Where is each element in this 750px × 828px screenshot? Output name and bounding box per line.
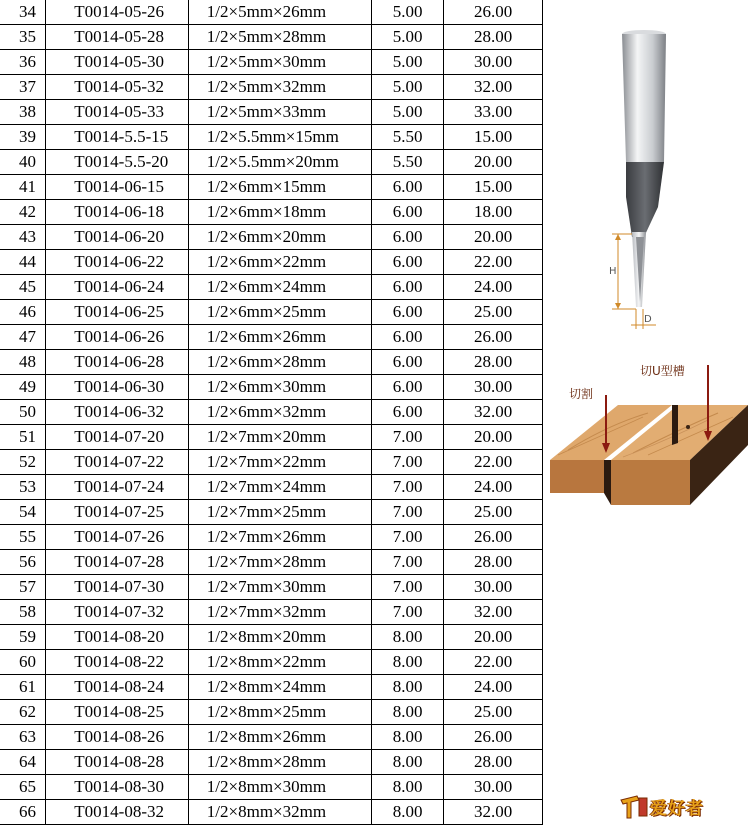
size-spec: 1/2×7mm×28mm: [188, 550, 371, 575]
size-spec: 1/2×7mm×32mm: [188, 600, 371, 625]
table-row: [0, 775, 543, 800]
diameter-value: 6.00: [371, 350, 443, 375]
diameter-value: 8.00: [371, 625, 443, 650]
product-code: T0014-05-33: [46, 100, 188, 125]
diameter-value: 7.00: [371, 450, 443, 475]
height-value: 30.00: [444, 50, 543, 75]
table-row: [0, 350, 543, 375]
product-code: T0014-08-24: [46, 675, 188, 700]
hammer-icon: [621, 796, 639, 818]
row-number: 48: [0, 350, 46, 375]
table-row: [0, 525, 543, 550]
table-row: [0, 500, 543, 525]
product-code: T0014-05-28: [46, 25, 188, 50]
diameter-value: 7.00: [371, 575, 443, 600]
table-row: [0, 725, 543, 750]
height-value: 20.00: [444, 425, 543, 450]
product-code: T0014-06-18: [46, 200, 188, 225]
d-label: D: [644, 314, 652, 325]
height-value: 26.00: [444, 725, 543, 750]
table-row: [0, 75, 543, 100]
height-value: 33.00: [444, 100, 543, 125]
product-code: T0014-5.5-20: [46, 150, 188, 175]
size-spec: 1/2×8mm×28mm: [188, 750, 371, 775]
size-spec: 1/2×8mm×20mm: [188, 625, 371, 650]
product-code: T0014-07-24: [46, 475, 188, 500]
diameter-value: 7.00: [371, 525, 443, 550]
size-spec: 1/2×8mm×32mm: [188, 800, 371, 825]
product-code: T0014-06-26: [46, 325, 188, 350]
size-spec: 1/2×5mm×26mm: [188, 0, 371, 25]
row-number: 63: [0, 725, 46, 750]
height-value: 28.00: [444, 750, 543, 775]
table-row: [0, 475, 543, 500]
height-value: 28.00: [444, 350, 543, 375]
table-row: [0, 50, 543, 75]
diameter-value: 8.00: [371, 725, 443, 750]
diameter-value: 6.00: [371, 300, 443, 325]
diameter-value: 5.00: [371, 25, 443, 50]
diameter-value: 6.00: [371, 275, 443, 300]
diameter-value: 5.00: [371, 75, 443, 100]
chisel-icon: [639, 798, 647, 816]
diameter-value: 8.00: [371, 775, 443, 800]
row-number: 44: [0, 250, 46, 275]
row-number: 57: [0, 575, 46, 600]
diameter-value: 6.00: [371, 225, 443, 250]
table-row: [0, 700, 543, 725]
diameter-value: 8.00: [371, 750, 443, 775]
diameter-value: 8.00: [371, 700, 443, 725]
height-value: 30.00: [444, 375, 543, 400]
table-row: [0, 150, 543, 175]
row-number: 56: [0, 550, 46, 575]
product-code: T0014-05-30: [46, 50, 188, 75]
product-code: T0014-5.5-15: [46, 125, 188, 150]
product-code: T0014-06-25: [46, 300, 188, 325]
height-value: 26.00: [444, 0, 543, 25]
diameter-value: 8.00: [371, 675, 443, 700]
height-value: 20.00: [444, 150, 543, 175]
row-number: 39: [0, 125, 46, 150]
height-value: 32.00: [444, 400, 543, 425]
table-row: [0, 175, 543, 200]
row-number: 37: [0, 75, 46, 100]
row-number: 64: [0, 750, 46, 775]
product-code: T0014-07-25: [46, 500, 188, 525]
row-number: 60: [0, 650, 46, 675]
size-spec: 1/2×8mm×30mm: [188, 775, 371, 800]
table-row: [0, 600, 543, 625]
size-spec: 1/2×7mm×20mm: [188, 425, 371, 450]
height-value: 28.00: [444, 25, 543, 50]
height-value: 25.00: [444, 500, 543, 525]
table-row: [0, 400, 543, 425]
diameter-value: 6.00: [371, 375, 443, 400]
row-number: 51: [0, 425, 46, 450]
row-number: 61: [0, 675, 46, 700]
product-code: T0014-08-25: [46, 700, 188, 725]
height-value: 20.00: [444, 625, 543, 650]
size-spec: 1/2×5mm×33mm: [188, 100, 371, 125]
diameter-value: 5.00: [371, 50, 443, 75]
diameter-value: 8.00: [371, 800, 443, 825]
row-number: 36: [0, 50, 46, 75]
shank: [622, 34, 666, 162]
product-code: T0014-06-28: [46, 350, 188, 375]
size-spec: 1/2×6mm×25mm: [188, 300, 371, 325]
row-number: 38: [0, 100, 46, 125]
diameter-value: 6.00: [371, 175, 443, 200]
diameter-value: 8.00: [371, 650, 443, 675]
cut-label: 切割: [569, 387, 594, 401]
diameter-value: 7.00: [371, 425, 443, 450]
diameter-value: 6.00: [371, 325, 443, 350]
height-value: 32.00: [444, 600, 543, 625]
row-number: 46: [0, 300, 46, 325]
table-row: [0, 375, 543, 400]
product-code: T0014-07-20: [46, 425, 188, 450]
product-code: T0014-05-32: [46, 75, 188, 100]
diameter-value: 7.00: [371, 500, 443, 525]
diameter-value: 5.00: [371, 100, 443, 125]
row-number: 41: [0, 175, 46, 200]
size-spec: 1/2×5mm×28mm: [188, 25, 371, 50]
size-spec: 1/2×7mm×24mm: [188, 475, 371, 500]
product-code: T0014-07-30: [46, 575, 188, 600]
diameter-value: 7.00: [371, 600, 443, 625]
wood-cutting-illustration: [548, 355, 750, 515]
product-code: T0014-08-28: [46, 750, 188, 775]
height-value: 32.00: [444, 800, 543, 825]
product-code: T0014-07-26: [46, 525, 188, 550]
size-spec: 1/2×7mm×25mm: [188, 500, 371, 525]
table-row: [0, 250, 543, 275]
diameter-value: 7.00: [371, 475, 443, 500]
product-code: T0014-08-20: [46, 625, 188, 650]
table-row: [0, 325, 543, 350]
brand-text: 爱好者: [650, 799, 704, 819]
height-value: 18.00: [444, 200, 543, 225]
size-spec: 1/2×6mm×22mm: [188, 250, 371, 275]
table-row: [0, 550, 543, 575]
cutter-body: [626, 162, 664, 237]
size-spec: 1/2×6mm×15mm: [188, 175, 371, 200]
table-row: [0, 200, 543, 225]
size-spec: 1/2×7mm×26mm: [188, 525, 371, 550]
product-code: T0014-08-26: [46, 725, 188, 750]
size-spec: 1/2×8mm×22mm: [188, 650, 371, 675]
table-row: [0, 750, 543, 775]
table-row: [0, 225, 543, 250]
table-row: [0, 675, 543, 700]
height-value: 20.00: [444, 225, 543, 250]
size-spec: 1/2×5mm×30mm: [188, 50, 371, 75]
diameter-value: 6.00: [371, 400, 443, 425]
height-value: 30.00: [444, 775, 543, 800]
product-code: T0014-08-32: [46, 800, 188, 825]
table-row: [0, 125, 543, 150]
row-number: 66: [0, 800, 46, 825]
product-code: T0014-05-26: [46, 0, 188, 25]
diameter-value: 5.50: [371, 150, 443, 175]
height-value: 28.00: [444, 550, 543, 575]
table-row: [0, 25, 543, 50]
height-value: 26.00: [444, 525, 543, 550]
size-spec: 1/2×6mm×24mm: [188, 275, 371, 300]
height-value: 15.00: [444, 125, 543, 150]
row-number: 65: [0, 775, 46, 800]
table-row: [0, 275, 543, 300]
height-value: 24.00: [444, 275, 543, 300]
height-value: 25.00: [444, 300, 543, 325]
product-code: T0014-06-15: [46, 175, 188, 200]
row-number: 43: [0, 225, 46, 250]
height-value: 30.00: [444, 575, 543, 600]
row-number: 49: [0, 375, 46, 400]
size-spec: 1/2×7mm×22mm: [188, 450, 371, 475]
row-number: 42: [0, 200, 46, 225]
height-value: 24.00: [444, 475, 543, 500]
table-row: [0, 575, 543, 600]
row-number: 40: [0, 150, 46, 175]
row-number: 45: [0, 275, 46, 300]
height-value: 15.00: [444, 175, 543, 200]
size-spec: 1/2×5.5mm×15mm: [188, 125, 371, 150]
table-row: [0, 0, 543, 25]
row-number: 54: [0, 500, 46, 525]
size-spec: 1/2×6mm×26mm: [188, 325, 371, 350]
height-value: 26.00: [444, 325, 543, 350]
router-bit-illustration: [596, 22, 676, 342]
row-number: 35: [0, 25, 46, 50]
table-row: [0, 300, 543, 325]
product-code: T0014-07-32: [46, 600, 188, 625]
height-value: 32.00: [444, 75, 543, 100]
product-code: T0014-06-24: [46, 275, 188, 300]
product-code: T0014-06-20: [46, 225, 188, 250]
table-row: [0, 625, 543, 650]
row-number: 50: [0, 400, 46, 425]
groove-label: 切U型槽: [640, 364, 685, 378]
product-code: T0014-08-30: [46, 775, 188, 800]
diameter-value: 5.00: [371, 0, 443, 25]
diameter-value: 6.00: [371, 200, 443, 225]
height-value: 22.00: [444, 650, 543, 675]
height-value: 22.00: [444, 250, 543, 275]
size-spec: 1/2×8mm×25mm: [188, 700, 371, 725]
row-number: 52: [0, 450, 46, 475]
product-code: T0014-08-22: [46, 650, 188, 675]
product-code: T0014-06-30: [46, 375, 188, 400]
size-spec: 1/2×5.5mm×20mm: [188, 150, 371, 175]
diameter-value: 5.50: [371, 125, 443, 150]
size-spec: 1/2×6mm×28mm: [188, 350, 371, 375]
height-value: 24.00: [444, 675, 543, 700]
product-code: T0014-07-22: [46, 450, 188, 475]
product-code: T0014-06-22: [46, 250, 188, 275]
height-value: 25.00: [444, 700, 543, 725]
row-number: 47: [0, 325, 46, 350]
table-row: [0, 450, 543, 475]
table-row: [0, 650, 543, 675]
row-number: 62: [0, 700, 46, 725]
diameter-value: 6.00: [371, 250, 443, 275]
row-number: 34: [0, 0, 46, 25]
size-spec: 1/2×6mm×32mm: [188, 400, 371, 425]
product-code: T0014-06-32: [46, 400, 188, 425]
size-spec: 1/2×8mm×24mm: [188, 675, 371, 700]
size-spec: 1/2×6mm×20mm: [188, 225, 371, 250]
row-number: 53: [0, 475, 46, 500]
height-value: 22.00: [444, 450, 543, 475]
row-number: 55: [0, 525, 46, 550]
size-spec: 1/2×6mm×30mm: [188, 375, 371, 400]
row-number: 59: [0, 625, 46, 650]
h-label: H: [609, 266, 617, 277]
size-spec: 1/2×6mm×18mm: [188, 200, 371, 225]
size-spec: 1/2×5mm×32mm: [188, 75, 371, 100]
size-spec: 1/2×8mm×26mm: [188, 725, 371, 750]
product-code: T0014-07-28: [46, 550, 188, 575]
diameter-value: 7.00: [371, 550, 443, 575]
table-row: [0, 425, 543, 450]
size-spec: 1/2×7mm×30mm: [188, 575, 371, 600]
table-row: [0, 800, 543, 825]
table-row: [0, 100, 543, 125]
row-number: 58: [0, 600, 46, 625]
